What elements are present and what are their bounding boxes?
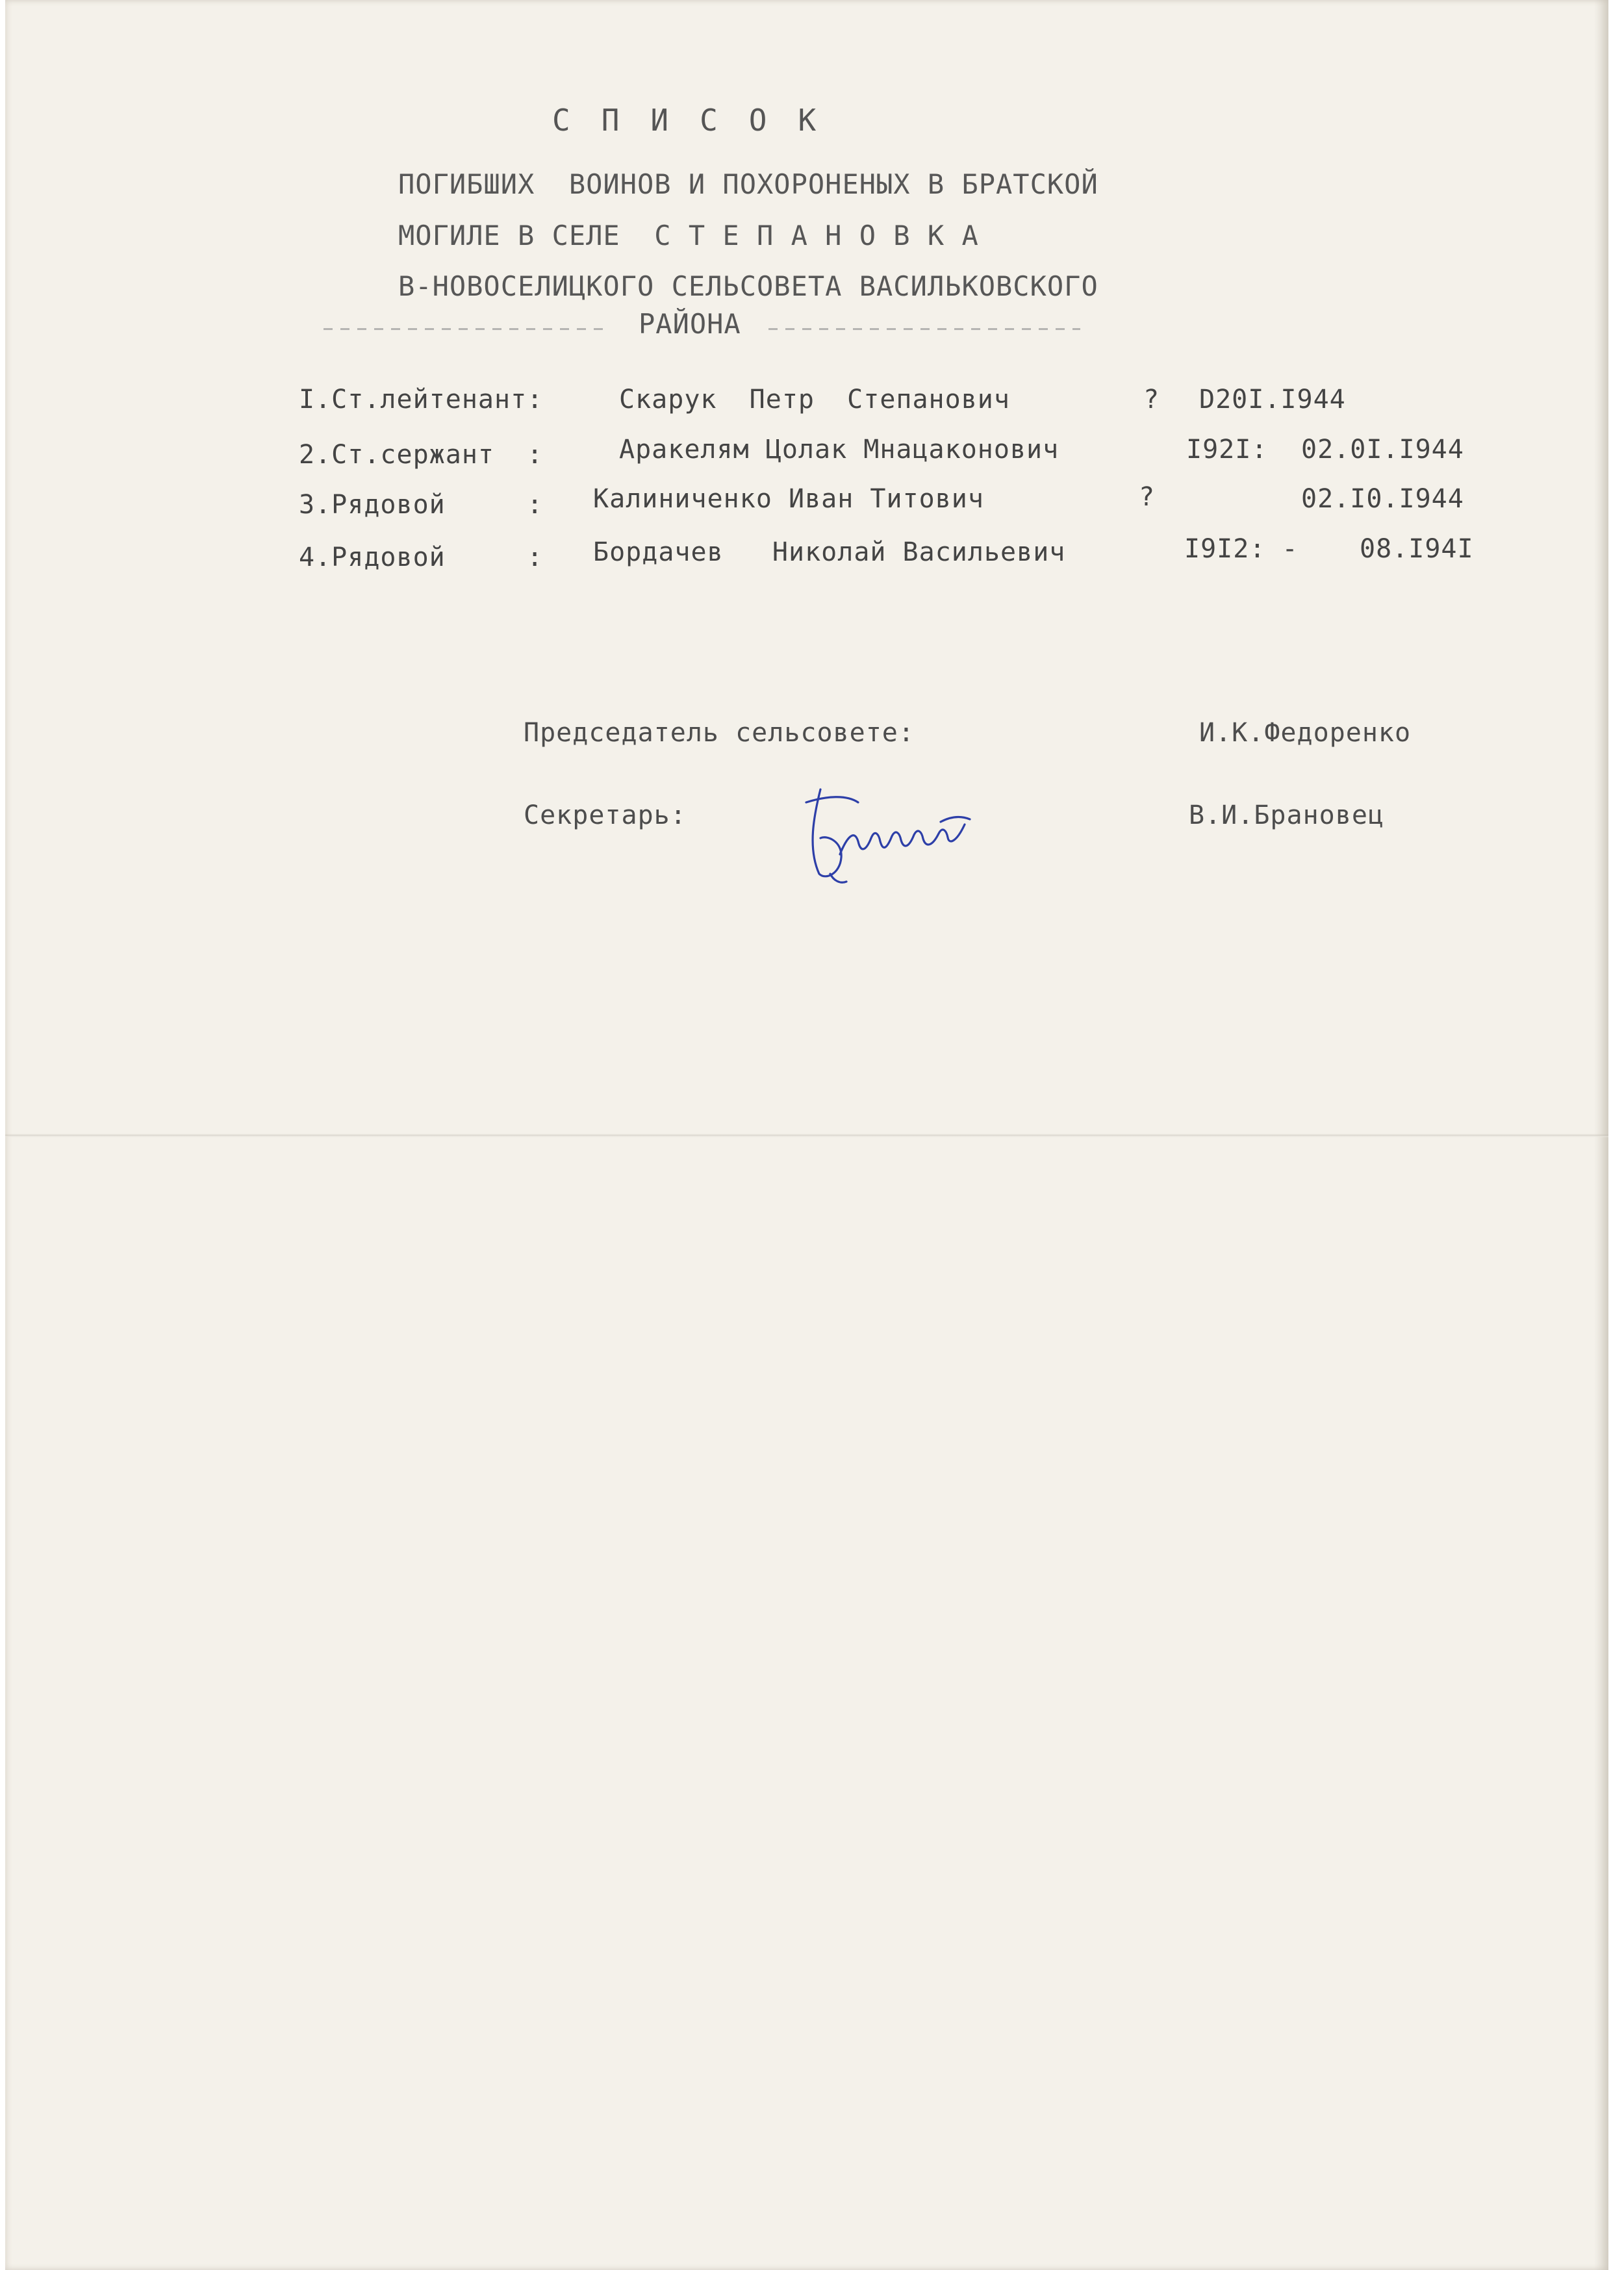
secretary-name: В.И.Брановец <box>1189 800 1384 830</box>
entry-3-rank: 3.Рядовой : <box>299 490 544 520</box>
entry-1-death: D20I.I944 <box>1199 385 1346 414</box>
heading-line-4: РАЙОНА <box>639 308 741 340</box>
entry-4-rank: 4.Рядовой : <box>299 542 544 572</box>
document-page <box>5 0 1608 2270</box>
entry-1-birth: ? <box>1143 385 1160 414</box>
entry-3-birth: ? <box>1139 482 1156 512</box>
heading-line-3: В-НОВОСЕЛИЦКОГО СЕЛЬСОВЕТА ВАСИЛЬКОВСКОГО <box>398 270 1098 302</box>
entry-3-death: 02.I0.I944 <box>1301 484 1464 514</box>
chairman-name: И.К.Федоренко <box>1199 718 1412 748</box>
underline-dashes-right <box>768 328 1080 330</box>
entry-1-name: Скарук Петр Степанович <box>619 385 1010 414</box>
entry-3-name: Калиниченко Иван Титович <box>593 484 984 514</box>
underline-dashes-left <box>324 328 603 330</box>
paper-fold-line <box>5 1134 1608 1138</box>
entry-2-rank: 2.Ст.сержант : <box>299 440 544 470</box>
entry-4-name: Бордачев Николай Васильевич <box>593 537 1066 567</box>
heading-line-1: ПОГИБШИХ ВОИНОВ И ПОХОРОНЕНЫХ В БРАТСКОЙ <box>398 168 1098 200</box>
entry-4-death: 08.I94I <box>1360 534 1474 564</box>
document-title: СПИСОК <box>552 103 848 138</box>
entry-4-birth: I9I2: - <box>1184 534 1299 564</box>
entry-2-death: 02.0I.I944 <box>1301 435 1464 465</box>
secretary-signature <box>794 776 983 887</box>
entry-1-rank: I.Ст.лейтенант: <box>299 385 544 414</box>
chairman-role: Председатель сельсовете: <box>524 718 915 748</box>
entry-2-name: Аракелям Цолак Мнацаконович <box>619 435 1059 465</box>
heading-line-2: МОГИЛЕ В СЕЛЕ С Т Е П А Н О В К А <box>398 220 979 251</box>
secretary-role: Секретарь: <box>524 800 687 830</box>
entry-2-birth: I92I: <box>1186 435 1268 465</box>
